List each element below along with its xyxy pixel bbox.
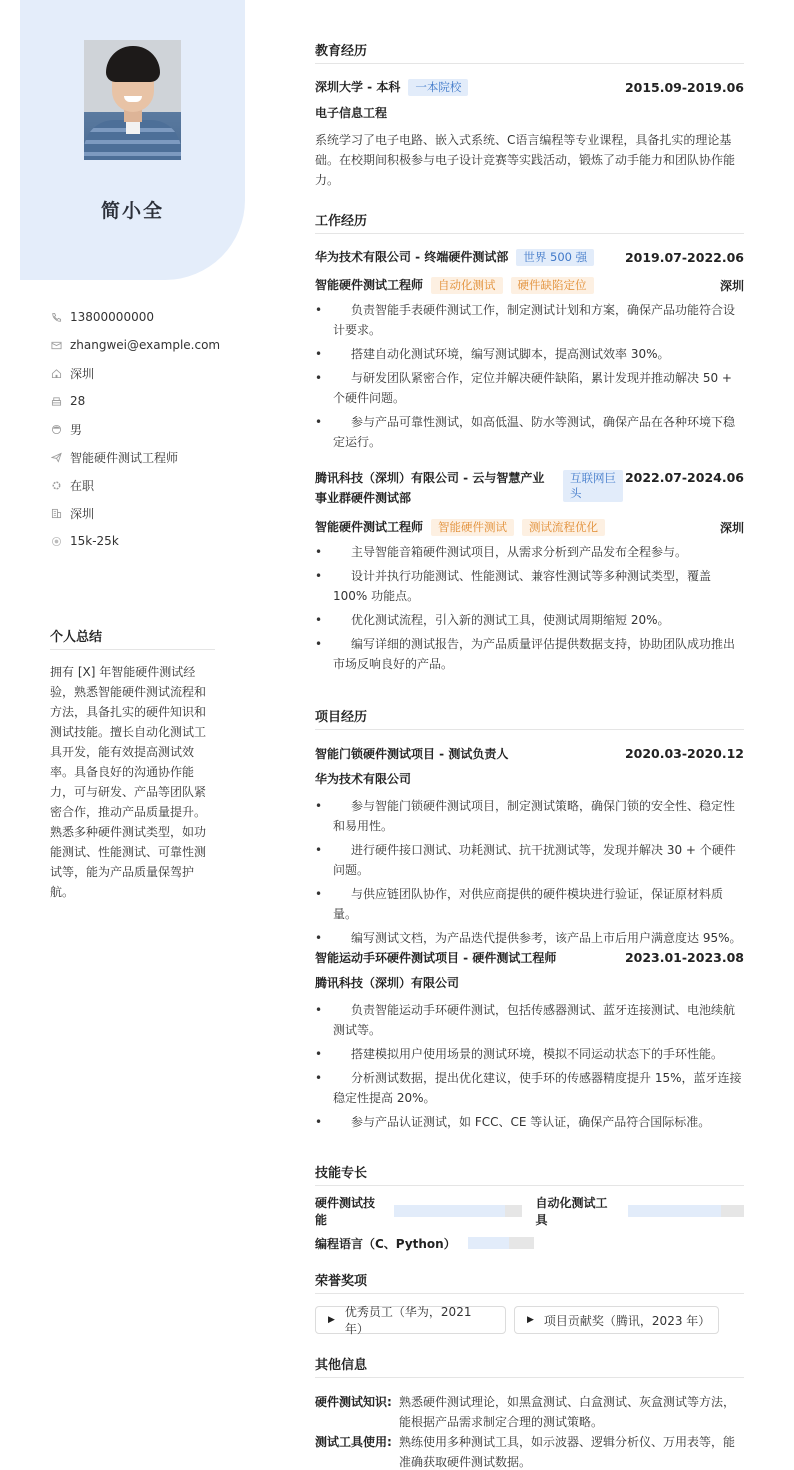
skill-name: 硬件测试技能 bbox=[315, 1196, 376, 1227]
project-company: 腾讯科技（深圳）有限公司 bbox=[315, 976, 460, 990]
status-icon bbox=[50, 479, 62, 491]
other-title: 其他信息 bbox=[315, 1354, 744, 1378]
sidebar bbox=[0, 0, 260, 1470]
project-bullet: • 编写测试文档，为产品迭代提供参考，该产品上市后用户满意度达 95%。 bbox=[333, 928, 744, 948]
awards-title: 荣誉奖项 bbox=[315, 1270, 744, 1294]
project-date: 2023.01-2023.08 bbox=[624, 949, 744, 965]
home-icon bbox=[50, 367, 62, 379]
info-value: 熟练使用多种测试工具，如示波器、逻辑分析仪、万用表等，能准确获取硬件测试数据。 bbox=[399, 1435, 736, 1469]
work-bullet: • 搭建自动化测试环境，编写测试脚本，提高测试效率 30%。 bbox=[333, 344, 744, 364]
role-name: 智能硬件测试工程师 bbox=[315, 278, 424, 292]
summary-text: 拥有 [X] 年智能硬件测试经验，熟悉智能硬件测试流程和方法，具备扎实的硬件知识和测试技能。擅长自动化测试工具开发，能有效提高测试效率。具备良好的沟通协作能力，可与研发、产品等团队紧密合作，推动产品质量提升。熟悉多种硬件测试类型，如功能测试、性能测试、可靠性测试等，能为产品质量保驾护航。 bbox=[50, 665, 207, 899]
phone-icon bbox=[50, 311, 62, 323]
summary-title: 个人总结 bbox=[50, 626, 215, 650]
project-date: 2020.03-2020.12 bbox=[624, 745, 744, 761]
project-bullet: • 搭建模拟用户使用场景的测试环境，模拟不同运动状态下的手环性能。 bbox=[333, 1044, 744, 1064]
skill-tag: 自动化测试 bbox=[431, 277, 503, 294]
school-tag: 一本院校 bbox=[408, 79, 468, 96]
contact-phone: 13800000000 bbox=[50, 303, 240, 331]
awards-section bbox=[315, 1270, 744, 1334]
main-content bbox=[315, 40, 744, 1469]
project-bullet: • 参与产品认证测试，如 FCC、CE 等认证，确保产品符合国际标准。 bbox=[333, 1112, 744, 1132]
work-bullet: • 负责智能手表硬件测试工作，制定测试计划和方案，确保产品功能符合设计要求。 bbox=[333, 300, 744, 340]
send-icon bbox=[50, 451, 62, 463]
profile-name: 简小全 bbox=[100, 200, 164, 222]
profile-card bbox=[20, 0, 245, 280]
project-name: 智能门锁硬件测试项目 - 测试负责人 bbox=[315, 746, 509, 761]
contact-city: 深圳 bbox=[50, 499, 240, 527]
info-row bbox=[315, 1392, 744, 1432]
project-bullet: • 参与智能门锁硬件测试项目，制定测试策略，确保门锁的安全性、稳定性和易用性。 bbox=[333, 796, 744, 836]
project-item bbox=[315, 742, 744, 946]
info-value: 熟悉硬件测试理论，如黑盒测试、白盒测试、灰盒测试等方法，能根据产品需求制定合理的测试策略。 bbox=[399, 1395, 736, 1429]
education-date: 2015.09-2019.06 bbox=[624, 79, 744, 95]
mail-icon bbox=[50, 339, 62, 351]
other-section bbox=[315, 1354, 744, 1470]
work-location: 深圳 bbox=[719, 278, 744, 293]
work-bullet: • 设计并执行功能测试、性能测试、兼容性测试等多种测试类型，覆盖 100% 功能点。 bbox=[333, 566, 744, 606]
projects-title: 项目经历 bbox=[315, 706, 744, 730]
work-bullet: • 优化测试流程，引入新的测试工具，使测试周期缩短 20%。 bbox=[333, 610, 744, 630]
company-name: 腾讯科技（深圳）有限公司 - 云与智慧产业事业群硬件测试部 bbox=[315, 471, 545, 505]
age-icon bbox=[50, 395, 62, 407]
skills-title: 技能专长 bbox=[315, 1162, 744, 1186]
work-section bbox=[315, 210, 744, 700]
skill-bar bbox=[628, 1205, 744, 1217]
skill-tag: 硬件缺陷定位 bbox=[511, 277, 594, 294]
major: 电子信息工程 bbox=[315, 106, 388, 120]
project-bullet: • 进行硬件接口测试、功耗测试、抗干扰测试等，发现并解决 30 + 个硬件问题。 bbox=[333, 840, 744, 880]
contact-salary: 15k-25k bbox=[50, 527, 240, 555]
skill-tag: 测试流程优化 bbox=[522, 519, 605, 536]
education-section bbox=[315, 40, 744, 210]
contact-target-role: 智能硬件测试工程师 bbox=[50, 443, 240, 471]
work-item bbox=[315, 246, 744, 468]
project-bullet: • 与供应链团队协作，对供应商提供的硬件模块进行验证，保证原材料质量。 bbox=[333, 884, 744, 924]
skill-bar bbox=[394, 1205, 522, 1217]
skills-section bbox=[315, 1162, 744, 1256]
project-item bbox=[315, 946, 744, 1132]
building-icon bbox=[50, 507, 62, 519]
contact-age: 28 bbox=[50, 387, 240, 415]
info-label: 测试工具使用: bbox=[315, 1435, 392, 1449]
contact-list bbox=[50, 303, 240, 555]
salary-icon bbox=[50, 535, 62, 547]
skill-name: 编程语言（C、Python） bbox=[315, 1236, 456, 1251]
play-triangle-icon: ▶ bbox=[328, 1315, 335, 1325]
work-item bbox=[315, 468, 744, 674]
work-title: 工作经历 bbox=[315, 210, 744, 234]
company-name: 华为技术有限公司 - 终端硬件测试部 bbox=[315, 250, 509, 264]
info-row bbox=[315, 1432, 744, 1470]
skill-name: 自动化测试工具 bbox=[535, 1196, 608, 1227]
info-label: 硬件测试知识: bbox=[315, 1395, 392, 1409]
skill-tag: 智能硬件测试 bbox=[431, 519, 514, 536]
play-triangle-icon: ▶ bbox=[527, 1315, 534, 1325]
award-item[interactable]: ▶ 项目贡献奖（腾讯，2023 年） bbox=[514, 1306, 719, 1334]
company-tag: 互联网巨头 bbox=[563, 470, 623, 502]
contact-email: zhangwei@example.com bbox=[50, 331, 240, 359]
work-date: 2022.07-2024.06 bbox=[624, 470, 744, 485]
contact-home: 深圳 bbox=[50, 359, 240, 387]
project-company: 华为技术有限公司 bbox=[315, 772, 412, 786]
award-item[interactable]: ▶ 优秀员工（华为，2021 年） bbox=[315, 1306, 506, 1334]
summary-section bbox=[50, 626, 215, 902]
projects-section bbox=[315, 706, 744, 1136]
company-tag: 世界 500 强 bbox=[516, 249, 594, 266]
gender-icon bbox=[50, 423, 62, 435]
skill-bar bbox=[468, 1237, 534, 1249]
contact-gender: 男 bbox=[50, 415, 240, 443]
project-bullet: • 分析测试数据，提出优化建议，使手环的传感器精度提升 15%，蓝牙连接稳定性提高 20%。 bbox=[333, 1068, 744, 1108]
school-name: 深圳大学 - 本科 bbox=[315, 80, 401, 94]
role-name: 智能硬件测试工程师 bbox=[315, 520, 424, 534]
education-title: 教育经历 bbox=[315, 40, 744, 64]
contact-status: 在职 bbox=[50, 471, 240, 499]
education-description: 系统学习了电子电路、嵌入式系统、C语言编程等专业课程，具备扎实的理论基础。在校期间积极参与电子设计竞赛等实践活动，锻炼了动手能力和团队协作能力。 bbox=[315, 133, 736, 187]
work-bullet: • 编写详细的测试报告，为产品质量评估提供数据支持，协助团队成功推出市场反响良好的产品。 bbox=[333, 634, 744, 674]
work-bullet: • 主导智能音箱硬件测试项目，从需求分析到产品发布全程参与。 bbox=[333, 542, 744, 562]
project-bullet: • 负责智能运动手环硬件测试，包括传感器测试、蓝牙连接测试、电池续航测试等。 bbox=[333, 1000, 744, 1040]
project-name: 智能运动手环硬件测试项目 - 硬件测试工程师 bbox=[315, 950, 557, 965]
work-date: 2019.07-2022.06 bbox=[624, 249, 744, 265]
work-location: 深圳 bbox=[719, 520, 744, 535]
work-bullet: • 与研发团队紧密合作，定位并解决硬件缺陷，累计发现并推动解决 50 + 个硬件问题。 bbox=[333, 368, 744, 408]
work-bullet: • 参与产品可靠性测试，如高低温、防水等测试，确保产品在各种环境下稳定运行。 bbox=[333, 412, 744, 452]
profile-photo bbox=[84, 40, 181, 160]
